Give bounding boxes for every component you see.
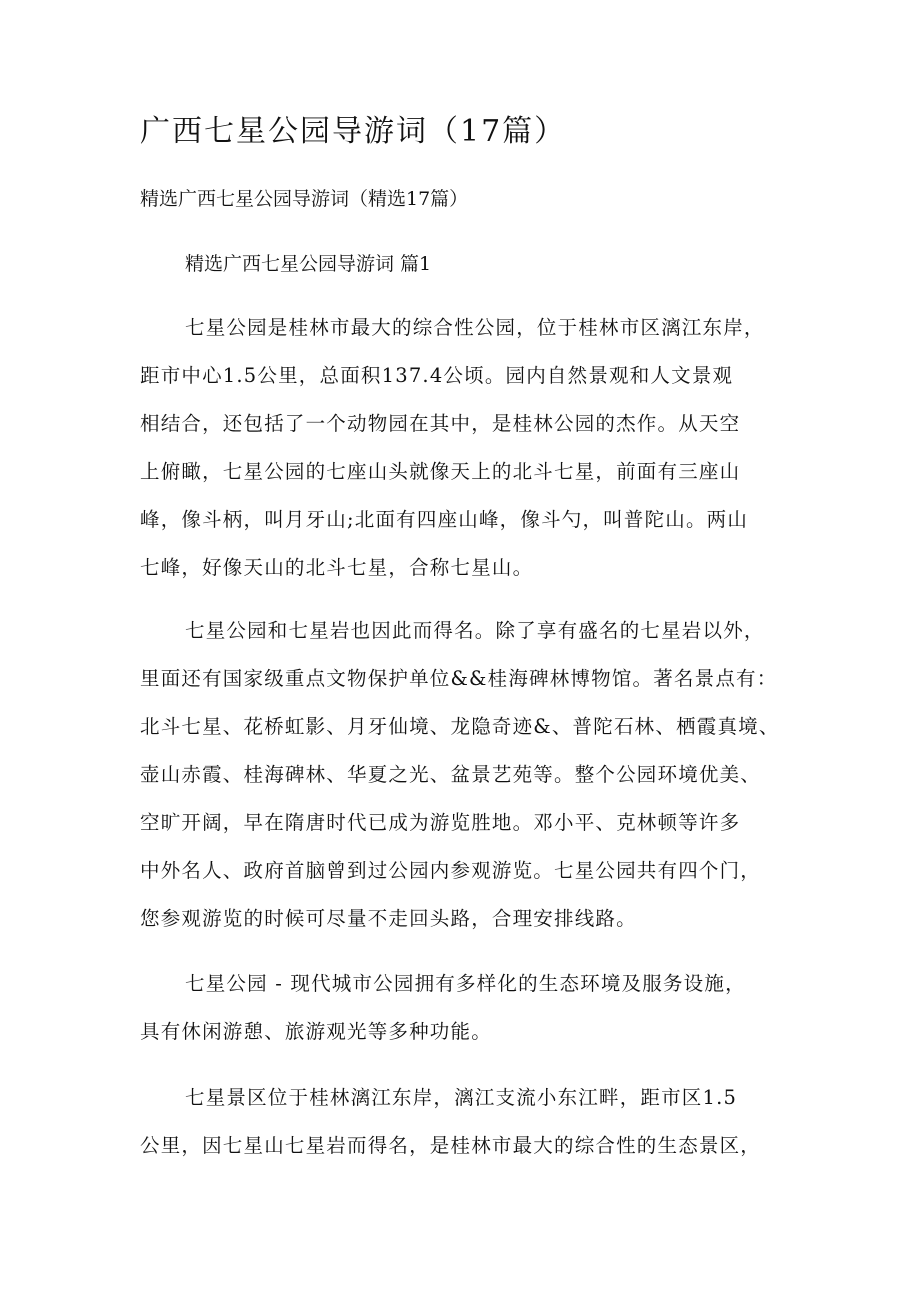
- paragraph-line: 相结合，还包括了一个动物园在其中，是桂林公园的杰作。从天空: [140, 412, 741, 435]
- paragraph-line: 具有休闲游憩、旅游观光等多种功能。: [140, 1020, 492, 1043]
- paragraph-line: 空旷开阔，早在隋唐时代已成为游览胜地。邓小平、克林顿等许多: [140, 811, 741, 834]
- paragraph-line: 七星公园和七星岩也因此而得名。除了享有盛名的七星岩以外，: [185, 619, 765, 642]
- document-title: 广西七星公园导游词（17篇）: [140, 114, 567, 149]
- paragraph-line: 北斗七星、花桥虹影、月牙仙境、龙隐奇迹&、普陀石林、栖霞真境、: [140, 715, 780, 738]
- section-heading: 精选广西七星公园导游词 篇1: [185, 253, 432, 275]
- paragraph-line: 上俯瞰，七星公园的七座山头就像天上的北斗七星，前面有三座山: [140, 460, 741, 483]
- paragraph-line: 距市中心1.5公里，总面积137.4公顷。园内自然景观和人文景观: [140, 364, 734, 387]
- paragraph-line: 公里，因七星山七星岩而得名，是桂林市最大的综合性的生态景区，: [140, 1134, 762, 1157]
- paragraph-line: 您参观游览的时候可尽量不走回头路，合理安排线路。: [140, 907, 637, 930]
- paragraph-line: 壶山赤霞、桂海碑林、华夏之光、盆景艺苑等。整个公园环境优美、: [140, 763, 762, 786]
- paragraph-line: 七星公园 - 现代城市公园拥有多样化的生态环境及服务设施，: [185, 972, 746, 995]
- paragraph-line: 中外名人、政府首脑曾到过公园内参观游览。七星公园共有四个门，: [140, 859, 762, 882]
- paragraph-3: [140, 960, 800, 1056]
- paragraph-4: [140, 1074, 800, 1170]
- paragraph-line: 里面还有国家级重点文物保护单位&&桂海碑林博物馆。著名景点有：: [140, 667, 778, 690]
- paragraph-1: [140, 304, 800, 592]
- paragraph-2: [140, 607, 800, 943]
- paragraph-line: 七星景区位于桂林漓江东岸，漓江支流小东江畔，距市区1.5: [185, 1086, 738, 1109]
- paragraph-line: 峰，像斗柄，叫月牙山;北面有四座山峰，像斗勺，叫普陀山。两山: [140, 508, 749, 531]
- paragraph-line: 七星公园是桂林市最大的综合性公园，位于桂林市区漓江东岸，: [185, 316, 765, 339]
- paragraph-line: 七峰，好像天山的北斗七星，合称七星山。: [140, 556, 534, 579]
- document-subtitle: 精选广西七星公园导游词（精选17篇）: [140, 188, 469, 210]
